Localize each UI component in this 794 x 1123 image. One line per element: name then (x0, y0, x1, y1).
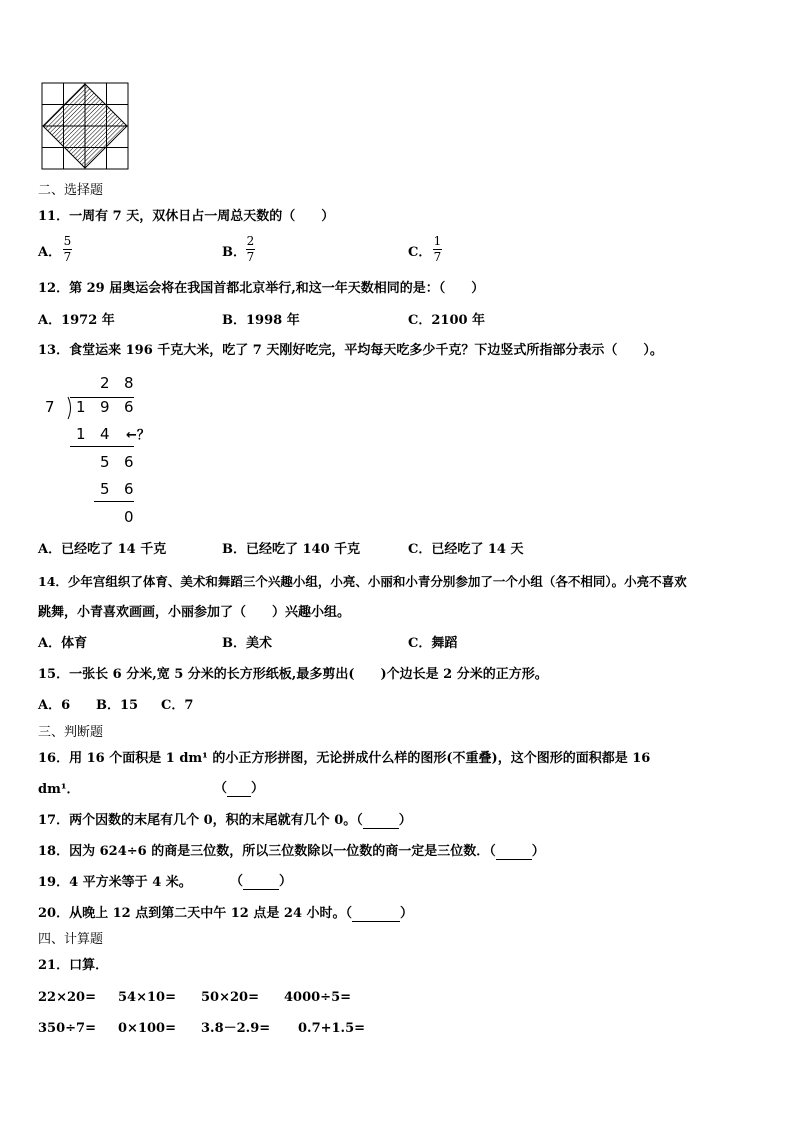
q11-stem: 11．一周有 7 天，双休日占一周总天数的（ ） (38, 209, 335, 224)
q19-answer-blank[interactable]: （ ） (230, 874, 293, 889)
calc-item: 0×100= (118, 1021, 176, 1036)
partial-product-digit: 6 (124, 480, 134, 498)
q16-stem-line1: 16．用 16 个面积是 1 dm¹ 的小正方形拼图，无论拼成什么样的图形(不重叠)，这个图形的面积都是 16 (38, 751, 651, 766)
calc-item: 350÷7= (38, 1021, 96, 1036)
calc-item: 50×20= (201, 990, 259, 1005)
divisor: 7 (45, 398, 55, 416)
q12-option-a[interactable]: A．1972 年 (38, 313, 115, 328)
subtraction-line (70, 446, 134, 447)
pointer-arrow: ←？ (126, 428, 150, 443)
calc-item: 3.8－2.9= (201, 1021, 271, 1036)
quotient-digit: 8 (124, 374, 134, 392)
remainder-digit: 5 (100, 453, 110, 471)
calc-item: 22×20= (38, 990, 96, 1005)
division-bracket (66, 396, 74, 420)
q15-option-b[interactable]: B．15 (96, 698, 139, 713)
q19-statement: 19．4 平方米等于 4 米。 (38, 875, 192, 890)
q17-statement[interactable]: 17．两个因数的末尾有几个 0，积的末尾就有几个 0。（ ） (38, 813, 412, 828)
remainder-digit: 6 (124, 453, 134, 471)
q15-option-c[interactable]: C．7 (161, 698, 194, 713)
q13-option-c[interactable]: C．已经吃了 14 天 (408, 542, 524, 557)
q16-answer-blank[interactable]: （ ） (214, 781, 265, 796)
subtraction-line (94, 501, 134, 502)
q20-statement[interactable]: 20．从晚上 12 点到第二天中午 12 点是 24 小时。（ ） (38, 906, 414, 921)
q12-option-b[interactable]: B．1998 年 (222, 313, 300, 328)
calc-item: 4000÷5= (284, 990, 352, 1005)
fraction: 1 7 (433, 234, 442, 264)
q12-stem: 12．第 29 届奥运会将在我国首都北京举行,和这一年天数相同的是：（ ） (38, 281, 485, 296)
dividend-digit: 6 (124, 398, 134, 416)
dividend-digit: 9 (100, 398, 110, 416)
q14-option-b[interactable]: B．美术 (222, 636, 272, 651)
q13-option-b[interactable]: B．已经吃了 140 千克 (222, 542, 361, 557)
calc-item: 54×10= (118, 990, 176, 1005)
calc-item: 0.7+1.5= (298, 1021, 366, 1036)
q15-stem: 15．一张长 6 分米,宽 5 分米的长方形纸板,最多剪出( )个边长是 2 分米的正方形。 (38, 667, 548, 682)
q13-option-a[interactable]: A．已经吃了 14 千克 (38, 542, 167, 557)
fraction: 5 7 (63, 234, 72, 264)
section-heading-calc: 四、计算题 (38, 932, 104, 947)
partial-product-digit: 5 (100, 480, 110, 498)
fraction: 2 7 (246, 234, 255, 264)
section-heading-judge: 三、判断题 (38, 725, 104, 740)
grid-diamond-figure (41, 82, 129, 170)
partial-product-digit: 4 (100, 425, 110, 443)
q12-option-c[interactable]: C．2100 年 (408, 313, 486, 328)
final-remainder: 0 (124, 508, 134, 526)
q14-option-c[interactable]: C．舞蹈 (408, 636, 458, 651)
q14-stem-line1: 14．少年宫组织了体育、美术和舞蹈三个兴趣小组，小亮、小丽和小青分别参加了一个小组（各不相同）。小亮不喜欢 (38, 574, 687, 589)
q14-option-a[interactable]: A．体育 (38, 636, 88, 651)
section-heading-choice: 二、选择题 (38, 183, 104, 198)
q14-stem-line2: 跳舞，小青喜欢画画，小丽参加了（ ）兴趣小组。 (38, 605, 351, 620)
q21-stem: 21．口算． (38, 958, 109, 973)
q18-statement[interactable]: 18．因为 624÷6 的商是三位数，所以三位数除以一位数的商一定是三位数．（ ） (38, 844, 545, 859)
q15-option-a[interactable]: A．6 (38, 698, 71, 713)
q13-stem: 13．食堂运来 196 千克大米，吃了 7 天刚好吃完，平均每天吃多少千克？下边竖式所指部分表示（ ）。 (38, 343, 663, 358)
dividend-digit: 1 (76, 398, 86, 416)
partial-product-digit: 1 (76, 425, 86, 443)
quotient-digit: 2 (100, 374, 110, 392)
q16-stem-line2: dm¹． (38, 782, 80, 797)
